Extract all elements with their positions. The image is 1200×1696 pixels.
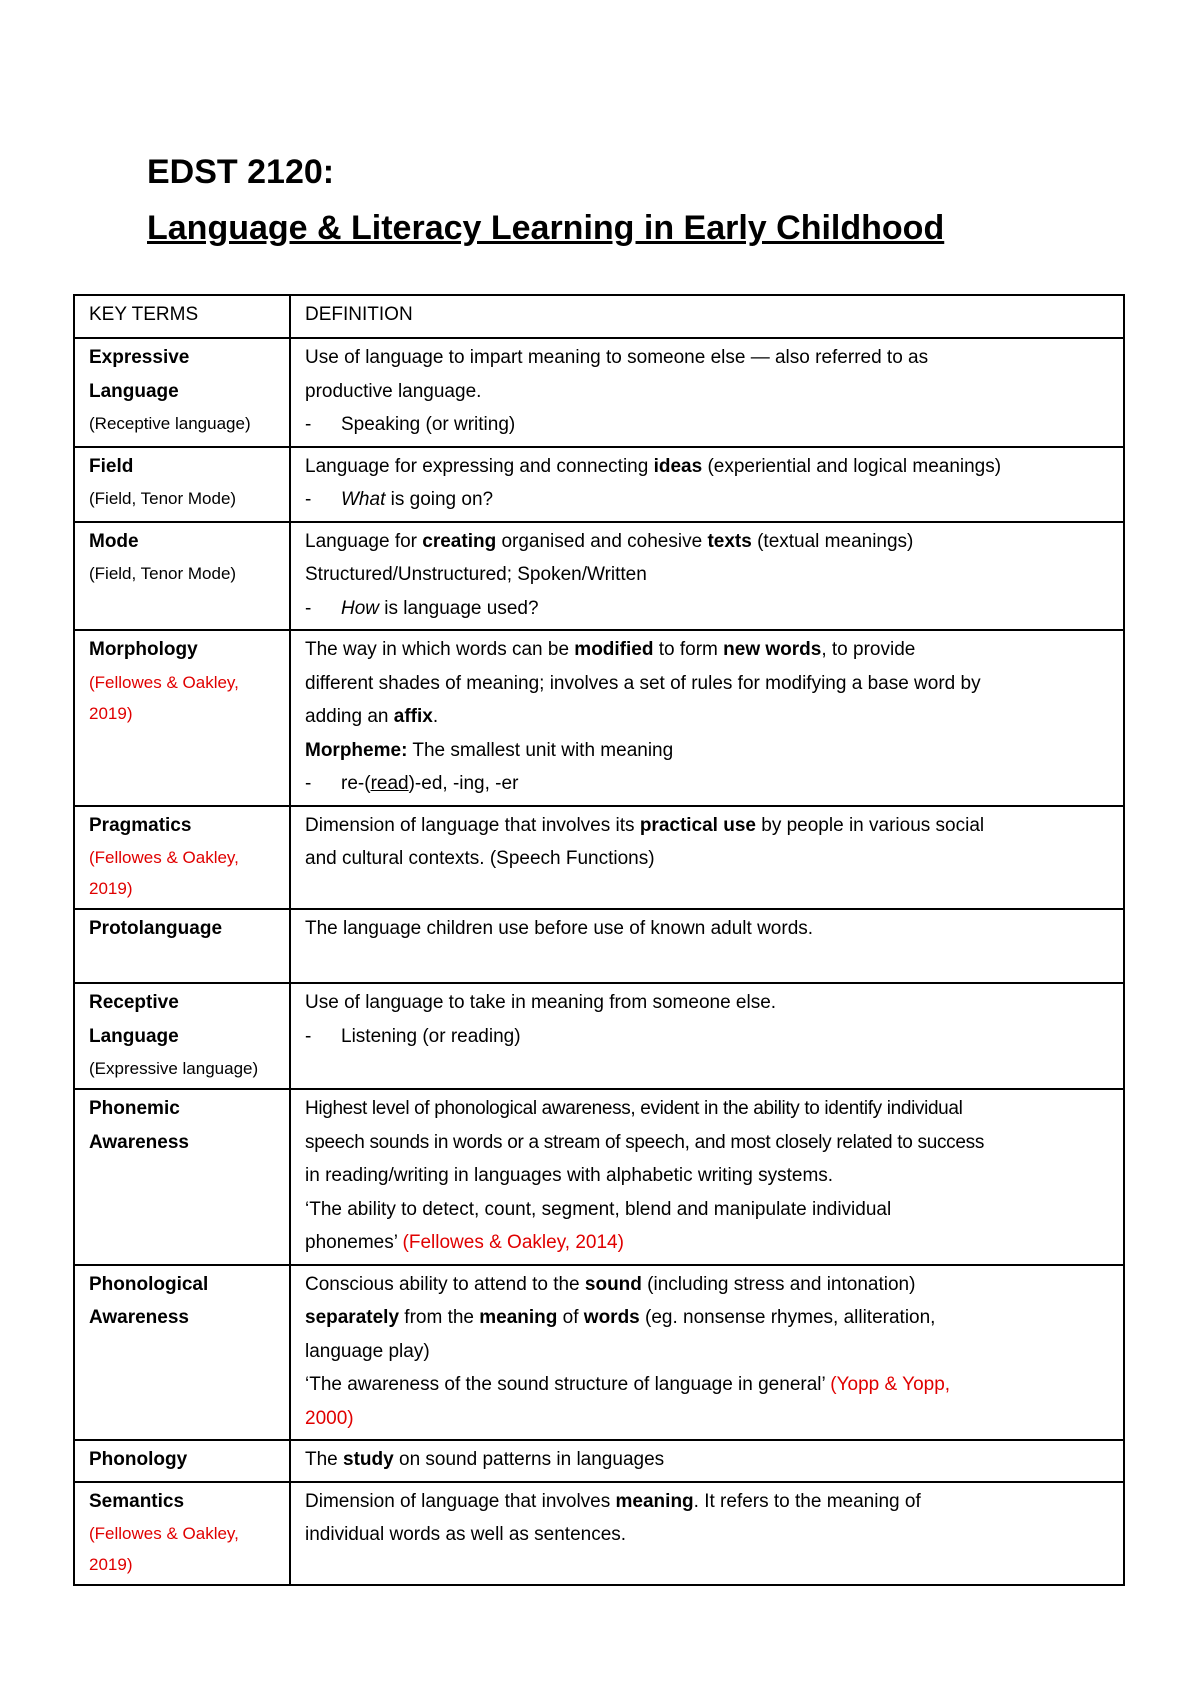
term-name: Language [89,380,179,402]
header-key-terms: KEY TERMS [74,295,290,338]
definition-cell [290,1482,1124,1586]
bullet-text: Speaking (or writing) [341,414,516,435]
course-code-title: EDST 2120: [147,153,335,191]
course-name-title: Language & Literacy Learning in Early Childhood [147,209,945,247]
definition-text: Language for creating organised and cohesive texts (textual meanings) [305,530,914,552]
term-cell [74,338,290,447]
definition-cell [290,909,1124,983]
term-cell [74,1482,290,1586]
definition-text: adding an affix. [305,706,439,727]
term-name: Pragmatics [89,814,192,836]
term-name: Field [89,455,134,477]
term-name: Awareness [89,1131,189,1153]
term-name: Awareness [89,1307,189,1328]
definition-text: phonemes’ (Fellowes & Oakley, 2014) [305,1232,624,1253]
definition-text: Use of language to take in meaning from someone else. [305,992,777,1013]
definition-text: Morpheme: The smallest unit with meaning [305,739,674,761]
table-header-row [74,295,1124,338]
definition-cell [290,447,1124,522]
term-citation: (Fellowes & Oakley, [89,672,239,692]
definition-text: ‘The ability to detect, count, segment, blend and manipulate individual [305,1198,892,1220]
term-name: Mode [89,530,139,552]
term-name: Language [89,1025,179,1047]
term-citation: 2019) [89,1555,133,1574]
definition-text: The way in which words can be modified to form new words, to provide [305,639,916,660]
definition-text: different shades of meaning; involves a set of rules for modifying a base word by [305,672,981,694]
definition-text: The study on sound patterns in languages [305,1449,665,1470]
definition-text: in reading/writing in languages with alphabetic writing systems. [305,1165,834,1186]
definition-text: Dimension of language that involves its practical use by people in various social [305,814,985,836]
table-row [74,983,1124,1089]
definition-cell [290,1265,1124,1441]
term-citation: 2019) [89,703,133,723]
definition-text: Conscious ability to attend to the sound (including stress and intonation) [305,1273,916,1295]
definition-text: speech sounds in words or a stream of speech, and most closely related to success [305,1131,985,1153]
term-name: Expressive [89,347,190,368]
table-row [74,447,1124,522]
term-cell [74,1440,290,1482]
table-row [74,909,1124,983]
term-related: (Receptive language) [89,414,251,433]
key-terms-table [73,294,1125,1586]
definition-text: and cultural contexts. (Speech Functions) [305,848,655,869]
definition-citation: 2000) [305,1407,354,1429]
term-related: (Expressive language) [89,1059,259,1078]
table-row [74,1089,1124,1265]
definition-text: individual words as well as sentences. [305,1524,627,1545]
term-name: Phonemic [89,1098,180,1119]
definition-cell [290,630,1124,806]
definition-text: Use of language to impart meaning to someone else — also referred to as [305,347,929,368]
definition-text: Structured/Unstructured; Spoken/Written [305,564,647,585]
bullet-item: - Speaking (or writing) [305,414,516,435]
term-cell [74,522,290,631]
term-cell [74,909,290,983]
bullet-text: Listening (or reading) [341,1025,521,1047]
term-citation: 2019) [89,879,133,898]
definition-text: ‘The awareness of the sound structure of language in general’ (Yopp & Yopp, [305,1374,951,1395]
definition-cell [290,806,1124,910]
definition-cell [290,983,1124,1089]
definition-text: productive language. [305,380,482,402]
definition-text: Language for expressing and connecting ideas (experiential and logical meanings) [305,455,1002,477]
bullet-item: - re-(read)-ed, -ing, -er [305,773,519,794]
term-name: Receptive [89,992,179,1013]
term-related: (Field, Tenor Mode) [89,564,237,583]
definition-cell [290,1089,1124,1265]
term-name: Morphology [89,639,198,660]
term-name: Protolanguage [89,918,223,939]
bullet-item: - Listening (or reading) [305,1025,521,1047]
term-citation: (Fellowes & Oakley, [89,848,239,867]
term-name: Phonology [89,1449,188,1470]
table-row [74,1440,1124,1482]
definition-text: Highest level of phonological awareness, evident in the ability to identify individual [305,1098,963,1119]
term-cell [74,1265,290,1441]
table-row [74,1482,1124,1586]
table-row [74,522,1124,631]
table-row [74,630,1124,806]
term-citation: (Fellowes & Oakley, [89,1524,239,1543]
term-cell [74,630,290,806]
term-name: Phonological [89,1273,209,1295]
definition-cell [290,338,1124,447]
definition-text: separately from the meaning of words (eg. nonsense rhymes, alliteration, [305,1307,936,1328]
definition-text: The language children use before use of known adult words. [305,918,814,939]
definition-text: language play) [305,1340,430,1362]
definition-cell [290,522,1124,631]
table-row [74,806,1124,910]
bullet-item: - What is going on? [305,489,494,510]
table-row [74,338,1124,447]
term-name: Semantics [89,1490,185,1512]
definition-cell [290,1440,1124,1482]
term-related: (Field, Tenor Mode) [89,489,237,508]
table-row [74,1265,1124,1441]
term-cell [74,983,290,1089]
term-cell [74,1089,290,1265]
term-cell [74,806,290,910]
header-definition: DEFINITION [290,295,1124,338]
term-cell [74,447,290,522]
bullet-item: - How is language used? [305,597,539,619]
definition-text: Dimension of language that involves meaning. It refers to the meaning of [305,1490,921,1512]
